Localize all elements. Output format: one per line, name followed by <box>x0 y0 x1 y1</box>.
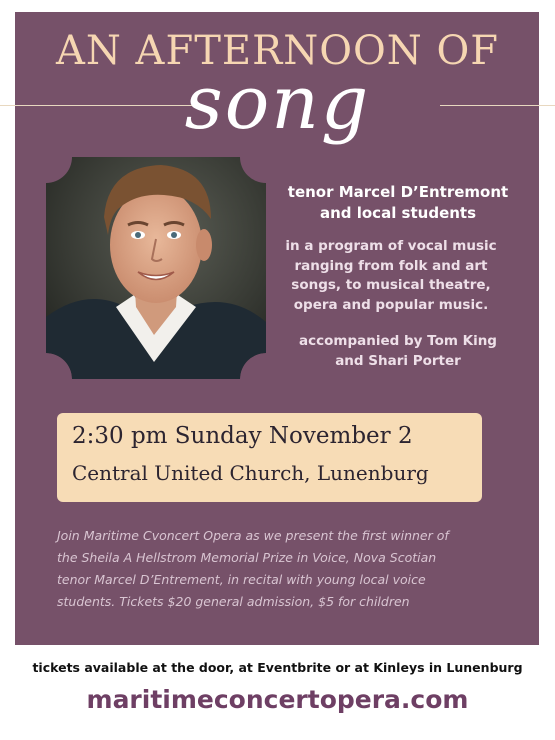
program-line: songs, to musical theatre, <box>291 277 491 293</box>
event-venue: Central United Church, Lunenburg <box>72 461 429 485</box>
performers-line-1: tenor Marcel D’Entremont <box>287 183 509 201</box>
event-blurb <box>57 525 517 613</box>
website-url: maritimeconcertopera.com <box>86 685 469 714</box>
accompanists-line: accompanied by Tom King <box>299 333 497 349</box>
event-datetime: 2:30 pm Sunday November 2 <box>72 423 413 449</box>
title-line-2: song <box>184 60 371 146</box>
ticket-info: tickets available at the door, at Eventbrite or at Kinleys in Lunenburg <box>32 660 523 675</box>
accompanists-block <box>280 332 516 371</box>
blurb-line: students. Tickets $20 general admission, $5 for children <box>57 594 410 609</box>
program-line: opera and popular music. <box>293 296 489 313</box>
performers-line-2: and local students <box>319 204 477 222</box>
event-details-box <box>57 413 482 502</box>
blurb-line: Join Maritime Cvoncert Opera as we present the first winner of <box>57 528 449 543</box>
program-line: in a program of vocal music <box>285 238 497 254</box>
performers-block <box>280 182 516 224</box>
title-line-1: AN AFTERNOON OF <box>55 28 500 74</box>
blurb-line: the Sheila A Hellstrom Memorial Prize in Voice, Nova Scotian <box>57 550 437 565</box>
program-description <box>266 237 516 315</box>
accompanists-line: and Shari Porter <box>335 352 461 369</box>
program-line: ranging from folk and art <box>294 257 488 274</box>
tenor-portrait-photo <box>46 157 266 379</box>
blurb-line: tenor Marcel D’Entrement, in recital with young local voice <box>57 572 426 587</box>
